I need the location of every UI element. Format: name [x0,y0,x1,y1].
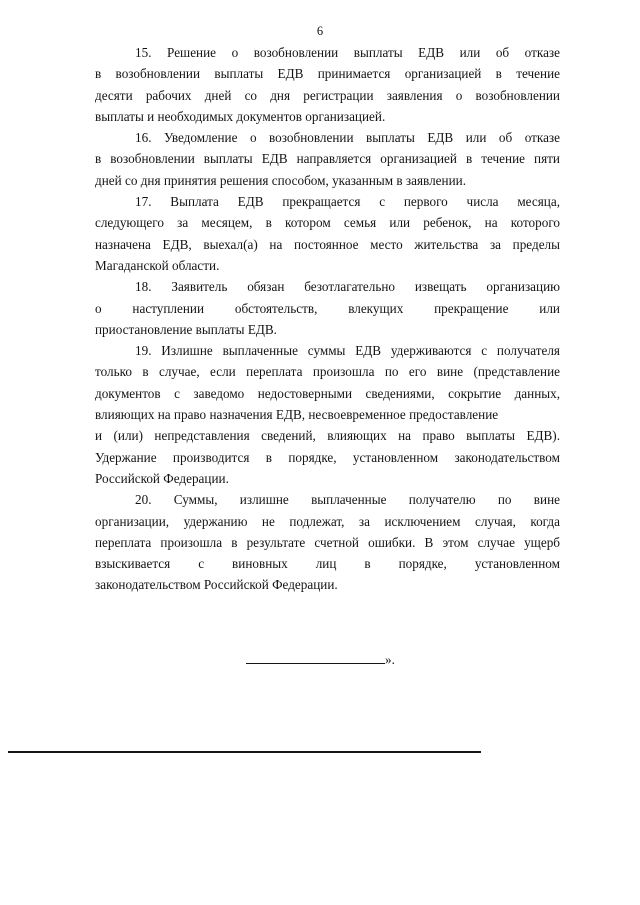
paragraph-line: выплаты и необходимых документов организацией. [95,108,386,124]
paragraph-17 [95,191,560,276]
paragraph-line: 15. Решение о возобновлении выплаты ЕДВ или об отказе [135,45,560,60]
paragraph-line: дней со дня принятия решения способом, указанным в заявлении. [95,172,467,188]
closing-quote-mark: ». [385,652,395,667]
paragraph-19 [95,340,560,489]
paragraph-line: только в случае, если переплата произошла по его вине (представление [95,364,560,380]
paragraph-line: 17. Выплата ЕДВ прекращается с первого числа месяца, [135,194,560,210]
paragraph-15 [95,42,560,127]
blank-underline [246,651,385,664]
paragraph-16 [95,127,560,191]
paragraph-line: 19. Излишне выплаченные суммы ЕДВ удерживаются с получателя [135,343,560,359]
paragraph-line: 20. Суммы, излишне выплаченные получателю по вине [135,492,560,508]
page-number: 6 [316,24,324,38]
paragraph-line: Российской Федерации. [95,470,229,486]
paragraph-18 [95,276,560,340]
paragraph-20 [95,489,560,595]
paragraph-line: и (или) непредставления сведений, влияющих на право выплаты ЕДВ). [95,428,560,444]
paragraph-line: 18. Заявитель обязан безотлагательно извещать организацию [135,279,560,295]
paragraph-line: о наступлении обстоятельств, влекущих прекращение или [95,300,560,316]
paragraph-line: 16. Уведомление о возобновлении выплаты ЕДВ или об отказе [135,130,560,146]
bottom-horizontal-rule [8,751,481,753]
paragraph-line: документов с заведомо недостоверными сведениями, сокрытие данных, [95,385,560,401]
paragraph-line: в возобновлении выплаты ЕДВ принимается организацией в течение [95,66,560,82]
closing-line-block [246,650,395,670]
paragraph-line: законодательством Российской Федерации. [95,577,338,593]
paragraph-line: организации, удержанию не подлежат, за исключением случая, когда [95,513,560,529]
paragraph-line: в возобновлении выплаты ЕДВ направляется организацией в течение пяти [95,151,560,167]
paragraph-line: переплата произошла в результате счетной ошибки. В этом случае ущерб [95,534,560,550]
paragraph-line: следующего за месяцем, в котором семья или ребенок, на которого [95,215,560,231]
paragraph-line: Магаданской области. [95,257,220,273]
paragraph-line: назначена ЕДВ, выехал(а) на постоянное место жительства за пределы [95,236,560,252]
paragraph-line: Удержание производится в порядке, установленном законодательством [95,449,560,465]
paragraph-line: десяти рабочих дней со дня регистрации заявления о возобновлении [95,87,560,103]
paragraph-line: приостановление выплаты ЕДВ. [95,321,277,337]
paragraph-line: взыскивается с виновных лиц в порядке, установленном [95,556,560,572]
document-body [95,42,560,596]
paragraph-line: влияющих на право назначения ЕДВ, несвоевременное предоставление [95,407,499,423]
